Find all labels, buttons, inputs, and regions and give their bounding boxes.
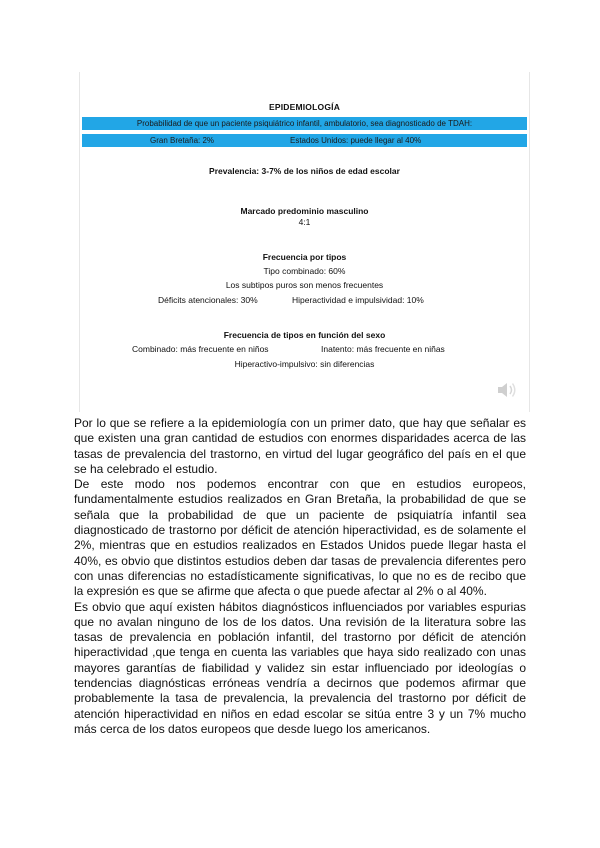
types-attention: Déficits atencionales: 30% <box>158 295 258 305</box>
types-pure: Los subtipos puros son menos frecuentes <box>225 280 384 290</box>
country-band <box>82 134 527 147</box>
sex-inattentive: Inatento: más frecuente en niñas <box>321 344 445 354</box>
sex-heading: Frecuencia de tipos en función del sexo <box>223 330 386 340</box>
band-us-value: Estados Unidos: puede llegar al 40% <box>290 136 422 145</box>
speaker-icon[interactable] <box>496 380 518 400</box>
types-combined: Tipo combinado: 60% <box>263 266 346 276</box>
slide-title: EPIDEMIOLOGÍA <box>268 102 341 112</box>
sex-combined: Combinado: más frecuente en niños <box>132 344 269 354</box>
sex-hyper: Hiperactivo-impulsivo: sin diferencias <box>234 359 375 369</box>
body-text <box>74 416 526 737</box>
prevalence-label: Prevalencia: <box>209 166 260 176</box>
male-heading: Marcado predominio masculino <box>240 206 369 216</box>
epidemiology-slide <box>79 72 530 412</box>
types-hyper: Hiperactividad e impulsividad: 10% <box>292 295 424 305</box>
paragraph-1: Por lo que se refiere a la epidemiología con un primer dato, que hay que señalar es que existen una gran cantidad de estudios con enormes disparidades acerca de las tasas de prevalencia del trastorno, en virtud del lugar geográfico del país en el que se ha celebrado el estudio. <box>74 416 526 476</box>
types-heading: Frecuencia por tipos <box>262 252 347 262</box>
paragraph-2: De este modo nos podemos encontrar con que en estudios europeos, fundamentalmente estudios realizados en Gran Bretaña, la probabilidad de que se señala que la probabilidad de que un paciente de psiquiatría infantil sea diagnosticado de trastorno por déficit de atención hiperactividad, es de solamente el 2%, mientras que en estudios realizados en Estados Unidos puede llegar hasta el 40%, es obvio que distintos estudios deben dar tasas de prevalencia diferentes pero con unas diferencias no estadísticamente significativas, lo que no es de recibo que la expresión es que se afirme que afecta o que puede afectar al 2% o al 40%. <box>74 477 526 599</box>
prevalence-line <box>80 166 529 176</box>
probability-band: Probabilidad de que un paciente psiquiátrico infantil, ambulatorio, sea diagnosticado de TDAH: <box>82 117 527 130</box>
male-ratio: 4:1 <box>298 217 311 227</box>
paragraph-3: Es obvio que aquí existen hábitos diagnósticos influenciados por variables espurias que no avalan ninguno de los de los datos. Una revisión de la literatura sobre las tasas de prevalencia en población infantil, del trastorno por déficit de atención hiperactividad ,que tenga en cuenta las variables que haya sido realizado con unas mayores garantías de fiabilidad y validez sin estar influenciado por ideologías o tendencias diagnósticas erróneas vendría a decirnos que podemos afirmar que probablemente la tasa de prevalencia, la prevalencia del trastorno por déficit de atención hiperactividad en niños en edad escolar se sitúa entre 3 y un 7% mucho más cerca de los datos europeos que desde luego los americanos. <box>74 599 526 736</box>
band-uk-value: Gran Bretaña: 2% <box>150 136 215 145</box>
prevalence-value: 3-7% de los niños de edad escolar <box>261 166 400 176</box>
